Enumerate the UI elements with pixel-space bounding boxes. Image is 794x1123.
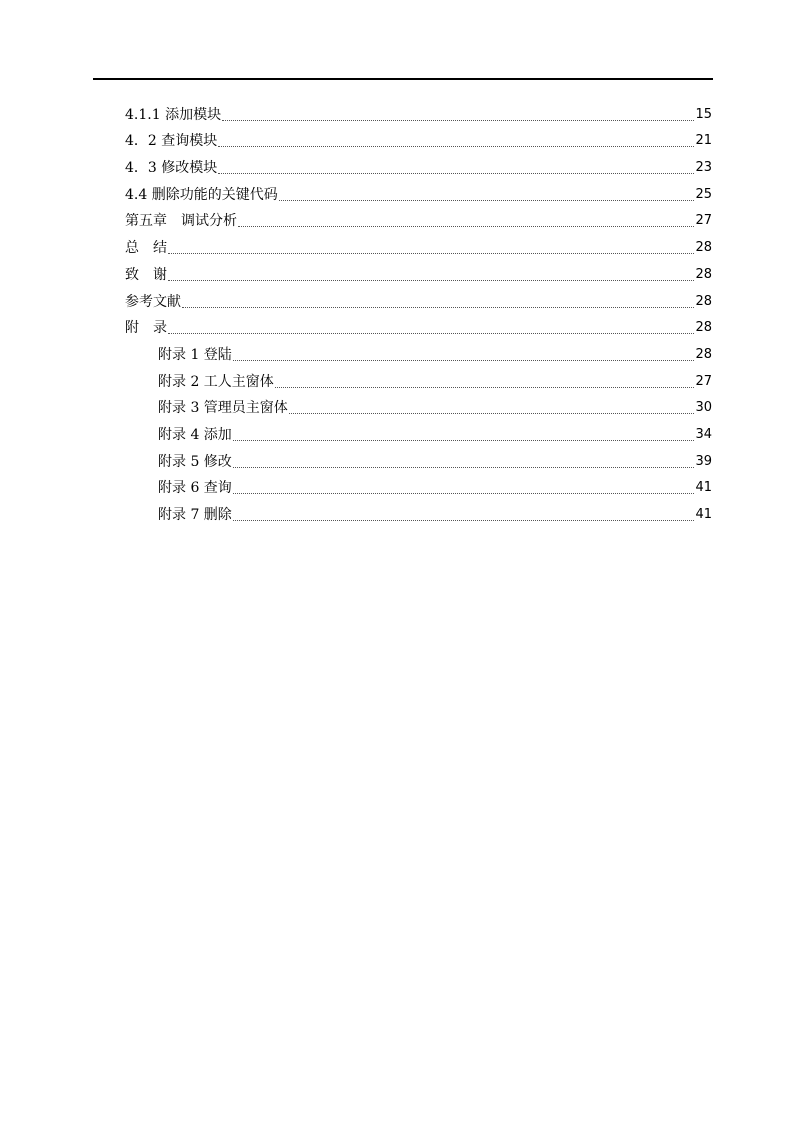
toc-entry-page: 28	[695, 240, 712, 256]
toc-entry-page: 30	[695, 400, 712, 416]
toc-entry[interactable]	[125, 285, 712, 312]
toc-entry-title: 总 结	[125, 240, 167, 257]
toc-entry[interactable]	[125, 312, 712, 339]
toc-entry-page: 23	[695, 160, 712, 176]
table-of-contents	[125, 98, 712, 525]
header-rule	[93, 78, 713, 80]
toc-entry-title: 附录 1 登陆	[158, 346, 232, 363]
toc-entry[interactable]	[125, 392, 712, 419]
toc-dot-leader	[279, 200, 695, 201]
toc-entry[interactable]	[125, 98, 712, 125]
toc-entry-title: 附录 5 修改	[158, 453, 232, 470]
toc-dot-leader	[289, 413, 695, 414]
toc-dot-leader	[238, 226, 694, 227]
toc-entry-title: 第五章 调试分析	[125, 213, 237, 230]
toc-entry-title: 附 录	[125, 320, 167, 337]
toc-entry-title: 4．2 查询模块	[125, 133, 218, 150]
toc-dot-leader	[233, 520, 695, 521]
toc-entry-title: 4.1.1 添加模块	[125, 106, 222, 123]
toc-entry[interactable]	[125, 418, 712, 445]
toc-entry[interactable]	[125, 258, 712, 285]
toc-entry-page: 41	[695, 480, 712, 496]
toc-entry-title: 4．3 修改模块	[125, 160, 218, 177]
toc-entry-page: 25	[695, 186, 712, 202]
toc-entry-page: 15	[695, 106, 712, 122]
toc-dot-leader	[233, 493, 695, 494]
toc-entry[interactable]	[125, 178, 712, 205]
toc-dot-leader	[233, 360, 695, 361]
toc-dot-leader	[222, 120, 694, 121]
toc-entry[interactable]	[125, 498, 712, 525]
toc-entry-page: 41	[695, 507, 712, 522]
toc-entry[interactable]	[125, 472, 712, 499]
toc-entry-title: 4.4 删除功能的关键代码	[125, 186, 278, 203]
toc-entry[interactable]	[125, 125, 712, 152]
toc-dot-leader	[275, 387, 695, 388]
toc-entry[interactable]	[125, 151, 712, 178]
toc-dot-leader	[218, 146, 694, 147]
toc-entry-title: 参考文献	[125, 293, 181, 310]
toc-dot-leader	[168, 253, 694, 254]
toc-dot-leader	[168, 280, 694, 281]
toc-entry-page: 27	[695, 373, 712, 389]
toc-entry-page: 28	[695, 293, 712, 309]
toc-entry-title: 附录 6 查询	[158, 480, 232, 497]
toc-dot-leader	[182, 307, 694, 308]
toc-entry-page: 28	[695, 266, 712, 282]
toc-dot-leader	[218, 173, 694, 174]
toc-entry[interactable]	[125, 205, 712, 232]
toc-entry-title: 附录 7 删除	[158, 507, 232, 523]
toc-entry-title: 附录 2 工人主窗体	[158, 373, 274, 390]
toc-dot-leader	[168, 333, 694, 334]
toc-entry-page: 28	[695, 346, 712, 362]
toc-entry-page: 28	[695, 320, 712, 336]
toc-entry-page: 27	[695, 213, 712, 229]
toc-entry[interactable]	[125, 338, 712, 365]
toc-entry-title: 附录 3 管理员主窗体	[158, 400, 288, 417]
toc-dot-leader	[233, 467, 695, 468]
toc-entry[interactable]	[125, 365, 712, 392]
toc-entry-page: 34	[695, 426, 712, 442]
toc-entry[interactable]	[125, 445, 712, 472]
toc-entry-page: 39	[695, 453, 712, 469]
toc-dot-leader	[233, 440, 695, 441]
toc-entry[interactable]	[125, 231, 712, 258]
toc-entry-title: 附录 4 添加	[158, 426, 232, 443]
toc-entry-title: 致 谢	[125, 266, 167, 283]
toc-entry-page: 21	[695, 133, 712, 149]
